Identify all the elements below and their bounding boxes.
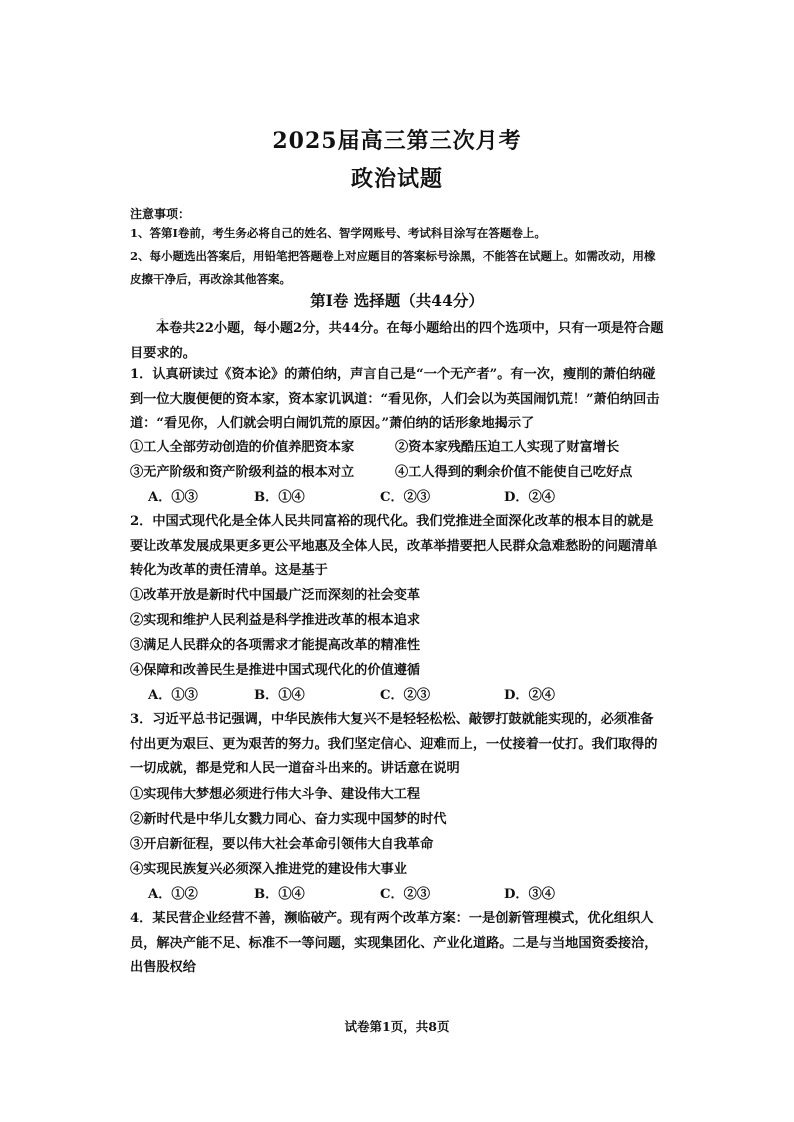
question-2-stem: 2．中国式现代化是全体人民共同富裕的现代化。我们党推进全面深化改革的根本目的就是要让改革发展成果更多更公平地惠及全体人民，改革举措要把人民群众急难愁盼的问题清单转化为改革的责任清单。这是基于 — [130, 514, 658, 578]
option-a[interactable]: A．①③ — [148, 490, 198, 505]
question-1-stem: 1．认真研读过《资本论》的萧伯纳，声言自己是“一个无产者”。有一次，瘦削的萧伯纳碰到一位大腹便便的资本家，资本家讥讽道：“看见你，人们会以为英国闹饥荒！”萧伯纳回击道：“看见你，人们就会明白闹饥荒的原因。”萧伯纳的话形象地揭示了 — [130, 367, 660, 431]
exam-subject: 政治试题 — [350, 166, 443, 192]
option-d[interactable]: D．③④ — [504, 887, 555, 902]
option-c[interactable]: C．②③ — [380, 887, 431, 902]
question-1-item-4: ④工人得到的剩余价值不能使自己吃好点 — [395, 465, 633, 480]
option-a[interactable]: A．①③ — [148, 688, 198, 703]
option-b[interactable]: B．①④ — [254, 688, 305, 703]
option-c[interactable]: C．②③ — [380, 490, 431, 505]
question-3-item-3: ③开启新征程，要以伟大社会革命引领伟大自我革命 — [130, 837, 434, 852]
notice-item-1: 1、答第Ⅰ卷前，考生务必将自己的姓名、智学网账号、考试科目涂写在答题卷上。 — [130, 226, 546, 240]
option-b[interactable]: B．①④ — [254, 887, 305, 902]
exam-title: 2025届高三第三次月考 — [272, 128, 522, 154]
option-a[interactable]: A．①② — [148, 887, 198, 902]
stray-mark: 。 — [160, 312, 170, 323]
notice-item-2: 2、每小题选出答案后，用铅笔把答题卷上对应题目的答案标号涂黑，不能答在试题上。如需改动，用橡皮擦干净后，再改涂其他答案。 — [130, 249, 656, 286]
question-1-item-3: ③无产阶级和资产阶级利益的根本对立 — [130, 465, 355, 480]
question-1-item-1: ①工人全部劳动创造的价值养肥资本家 — [130, 440, 355, 455]
section-intro: 本卷共22小题，每小题2分，共44分。在每小题给出的四个选项中，只有一项是符合题目要求的。 — [130, 321, 664, 361]
option-d[interactable]: D．②④ — [504, 490, 555, 505]
option-d[interactable]: D．②④ — [504, 688, 555, 703]
page-footer: 试卷第1页，共8页 — [344, 1019, 450, 1034]
question-3-item-2: ②新时代是中华儿女戮力同心、奋力实现中国梦的时代 — [130, 812, 447, 827]
question-2-item-2: ②实现和维护人民利益是科学推进改革的根本追求 — [130, 613, 421, 628]
section-heading: 第Ⅰ卷 选择题（共44分） — [310, 291, 484, 310]
question-3-item-4: ④实现民族复兴必须深入推进党的建设伟大事业 — [130, 862, 407, 877]
question-2-item-3: ③满足人民群众的各项需求才能提高改革的精准性 — [130, 638, 421, 653]
question-1-item-2: ②资本家残酷压迫工人实现了财富增长 — [395, 440, 620, 455]
question-2-item-1: ①改革开放是新时代中国最广泛而深刻的社会变革 — [130, 588, 421, 603]
notice-heading: 注意事项： — [130, 207, 191, 221]
question-3-stem: 3．习近平总书记强调，中华民族伟大复兴不是轻轻松松、敲锣打鼓就能实现的，必须准备付出更为艰巨、更为艰苦的努力。我们坚定信心、迎难而上，一仗接着一仗打。我们取得的一切成就，都是党和人民一道奋斗出来的。讲话意在说明 — [130, 712, 658, 776]
question-3-item-1: ①实现伟大梦想必须进行伟大斗争、建设伟大工程 — [130, 787, 421, 802]
question-4-stem: 4．某民营企业经营不善，濒临破产。现有两个改革方案：一是创新管理模式，优化组织人员，解决产能不足、标准不一等问题，实现集团化、产业化道路。二是与当地国资委接洽，出售股权给 — [130, 911, 658, 975]
option-b[interactable]: B．①④ — [254, 490, 305, 505]
option-c[interactable]: C．②③ — [380, 688, 431, 703]
question-2-item-4: ④保障和改善民生是推进中国式现代化的价值遵循 — [130, 663, 421, 678]
